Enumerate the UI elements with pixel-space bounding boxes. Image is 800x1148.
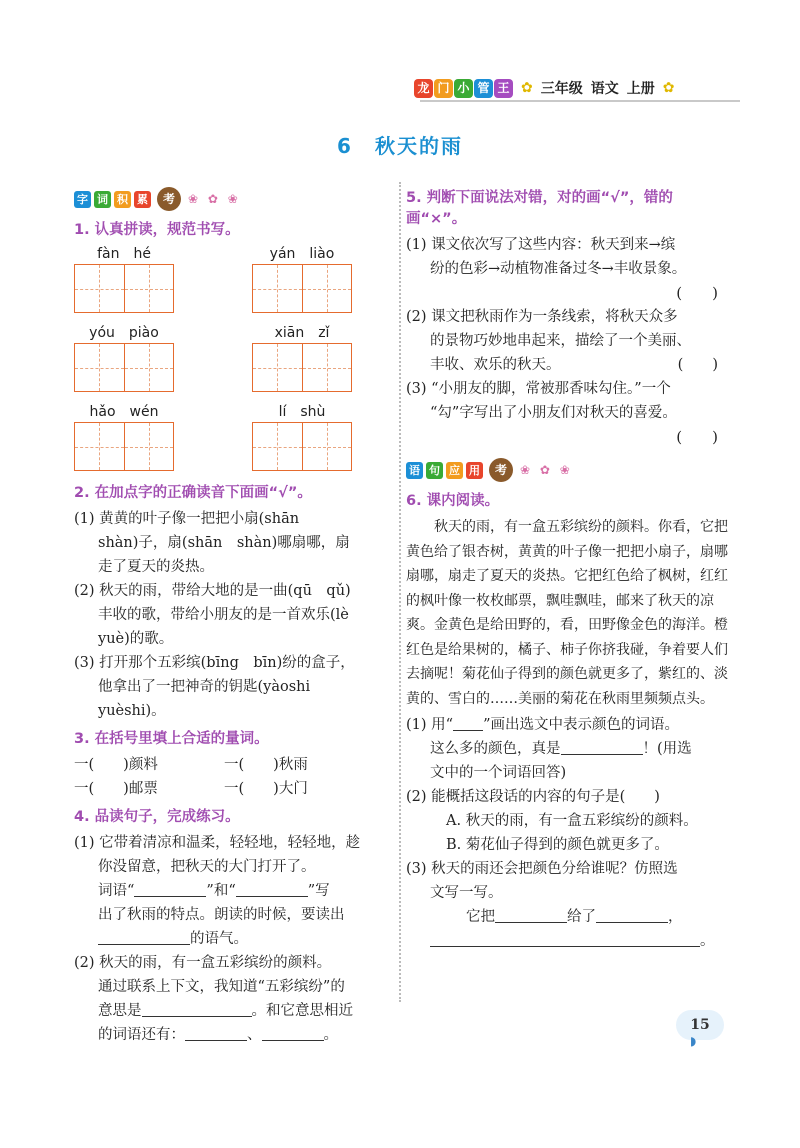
brand-char: 龙 bbox=[414, 79, 433, 98]
section-banner-vocab bbox=[74, 186, 392, 212]
pinyin-item bbox=[252, 244, 352, 313]
q6-line[interactable]: (2) 能概括这段话的内容的句子是( ) bbox=[406, 789, 660, 805]
text: 这么多的颜色，真是 bbox=[430, 741, 561, 757]
q2-line: 走了夏天的炎热。 bbox=[98, 559, 214, 575]
measure-word-item[interactable]: 一( )邮票 bbox=[74, 781, 158, 797]
q6-fill-line bbox=[406, 929, 728, 953]
q2-line: yuè)的歌。 bbox=[98, 631, 174, 647]
banner-char: 积 bbox=[114, 191, 131, 208]
q6-line: (3) 秋天的雨还会把颜色分给谁呢？仿照选 bbox=[406, 861, 678, 877]
left-column bbox=[74, 186, 392, 1047]
text: 。 bbox=[700, 933, 715, 949]
bear-badge: 考 bbox=[489, 458, 513, 482]
grade-label: 三年级 bbox=[540, 81, 583, 97]
book-header bbox=[414, 76, 674, 100]
banner-char: 句 bbox=[426, 462, 443, 479]
writing-grid[interactable] bbox=[252, 343, 352, 392]
text: 的语气。 bbox=[190, 931, 248, 947]
answer-blank[interactable] bbox=[134, 881, 206, 897]
q2-line: 丰收的歌，带给小朋友的是一首欢乐(lè bbox=[98, 607, 349, 623]
pinyin-item bbox=[252, 402, 352, 471]
q2-line: (2) 秋天的雨，带给大地的是一曲(qū qǔ) bbox=[74, 583, 351, 599]
answer-blank[interactable] bbox=[561, 739, 643, 755]
answer-blank[interactable] bbox=[262, 1025, 324, 1041]
page-number: 15 bbox=[676, 1010, 724, 1040]
q1-title: 1. 认真拼读，规范书写。 bbox=[74, 222, 240, 238]
q2-line: (3) 打开那个五彩缤(bīng bīn)纷的盒子， bbox=[74, 655, 355, 671]
text: ！(用选 bbox=[642, 741, 692, 757]
banner-char: 应 bbox=[446, 462, 463, 479]
q2-title: 2. 在加点字的正确读音下面画“√”。 bbox=[74, 485, 312, 501]
judge-answer-paren[interactable]: ( ) bbox=[677, 357, 718, 373]
brand-char: 管 bbox=[474, 79, 493, 98]
answer-blank[interactable] bbox=[98, 929, 190, 945]
pinyin-text: fàn hé bbox=[97, 246, 151, 262]
q2-line: (1) 黄黄的叶子像一把把小扇(shān bbox=[74, 511, 300, 527]
banner-char: 词 bbox=[94, 191, 111, 208]
pinyin-text: xiān zǐ bbox=[274, 325, 330, 341]
measure-word-item[interactable]: 一( )秋雨 bbox=[224, 757, 308, 773]
q3-row bbox=[74, 777, 392, 801]
leaf-icon: ✿ bbox=[662, 80, 675, 96]
q5-line: (1) 课文依次写了这些内容：秋天到来→缤 bbox=[406, 237, 676, 253]
text: 。 bbox=[323, 1027, 338, 1043]
q5-line: “勾”字写出了小朋友们对秋天的喜爱。 bbox=[430, 405, 677, 421]
header-divider bbox=[420, 100, 740, 102]
butterfly-icon: ❀ ✿ ❀ bbox=[520, 463, 573, 477]
q3-title: 3. 在括号里填上合适的量词。 bbox=[74, 731, 269, 747]
judge-answer-paren[interactable]: ( ) bbox=[676, 284, 718, 302]
pinyin-row bbox=[74, 323, 392, 392]
q4-fill-line bbox=[74, 999, 392, 1023]
text: 、 bbox=[247, 1027, 262, 1043]
underline-sample bbox=[453, 715, 483, 731]
q4-fill-line bbox=[74, 879, 392, 903]
writing-grid[interactable] bbox=[252, 422, 352, 471]
answer-blank[interactable] bbox=[142, 1001, 252, 1017]
pinyin-text: yán liào bbox=[269, 246, 335, 262]
brand-logo bbox=[414, 79, 513, 98]
brand-char: 门 bbox=[434, 79, 453, 98]
measure-word-item[interactable]: 一( )颜料 bbox=[74, 757, 158, 773]
lesson-name: 秋天的雨 bbox=[374, 134, 463, 158]
pinyin-text: yóu piào bbox=[89, 325, 159, 341]
text: ， bbox=[668, 909, 683, 925]
q4-line: (2) 秋天的雨，有一盒五彩缤纷的颜料。 bbox=[74, 955, 332, 971]
answer-blank[interactable] bbox=[596, 907, 668, 923]
text: 词语“ bbox=[98, 883, 135, 899]
section-banner-sentence bbox=[406, 457, 728, 483]
leaf-icon: ✿ bbox=[521, 80, 533, 96]
text: 意思是 bbox=[98, 1003, 142, 1019]
q5-line: (3) “小朋友的脚，常被那香味勾住。”一个 bbox=[406, 381, 671, 397]
choice-option-a[interactable]: A. 秋天的雨，有一盒五彩缤纷的颜料。 bbox=[446, 813, 698, 829]
pinyin-row bbox=[74, 402, 392, 471]
butterfly-icon: ❀ ✿ ❀ bbox=[188, 192, 241, 206]
text: 的词语还有： bbox=[98, 1027, 185, 1043]
choice-option-b[interactable]: B. 菊花仙子得到的颜色就更多了。 bbox=[446, 837, 669, 853]
text: ”写 bbox=[307, 883, 330, 899]
q6-line: 文写一写。 bbox=[430, 885, 503, 901]
judge-answer-paren[interactable]: ( ) bbox=[676, 428, 718, 446]
lesson-number: 6 bbox=[337, 134, 353, 158]
pinyin-item bbox=[74, 402, 174, 471]
text: ”和“ bbox=[206, 883, 236, 899]
q6-line: 文中的一个词语回答) bbox=[430, 765, 567, 781]
q2-line: 他拿出了一把神奇的钥匙(yàoshi bbox=[98, 679, 311, 695]
writing-grid[interactable] bbox=[74, 343, 174, 392]
text: 。和它意思相近 bbox=[251, 1003, 353, 1019]
reading-passage: 秋天的雨，有一盒五彩缤纷的颜料。你看，它把黄色给了银杏树，黄黄的叶子像一把把小扇子，扇哪扇哪，扇走了夏天的炎热。它把红色给了枫树，红红的枫叶像一枚枚邮票，飘哇飘哇，邮来了秋天的凉爽。金黄色是给田野的，看，田野像金色的海洋。橙红色是给果树的，橘子、柿子你挤我碰，争着要人们去摘呢！菊花仙子得到的颜色就更多了，紫红的、淡黄的、雪白的……美丽的菊花在秋雨里频频点头。 bbox=[406, 519, 728, 707]
answer-blank[interactable] bbox=[430, 931, 700, 947]
brand-char: 小 bbox=[454, 79, 473, 98]
writing-grid[interactable] bbox=[74, 264, 174, 313]
q5-line: (2) 课文把秋雨作为一条线索，将秋天众多 bbox=[406, 309, 678, 325]
writing-grid[interactable] bbox=[252, 264, 352, 313]
q4-fill-line bbox=[74, 927, 392, 951]
answer-blank[interactable] bbox=[236, 881, 308, 897]
pinyin-item bbox=[252, 323, 352, 392]
q6-title: 6. 课内阅读。 bbox=[406, 493, 500, 509]
q4-fill-line bbox=[74, 1023, 392, 1047]
q6-fill-line bbox=[406, 713, 728, 737]
q2-line: shàn)子，扇(shān shàn)哪扇哪，扇 bbox=[98, 535, 350, 551]
brand-char: 王 bbox=[494, 79, 513, 98]
measure-word-item[interactable]: 一( )大门 bbox=[224, 781, 308, 797]
q4-title: 4. 品读句子，完成练习。 bbox=[74, 809, 240, 825]
pinyin-item bbox=[74, 323, 174, 392]
text: 它把 bbox=[466, 909, 495, 925]
q5-line bbox=[406, 353, 728, 377]
text: 给了 bbox=[567, 909, 596, 925]
q4-line: 你没留意，把秋天的大门打开了。 bbox=[98, 859, 316, 875]
banner-char: 累 bbox=[134, 191, 151, 208]
q4-line: (1) 它带着清凉和温柔，轻轻地，轻轻地，趁 bbox=[74, 835, 361, 851]
q3-row bbox=[74, 753, 392, 777]
q5-line: 的景物巧妙地串起来，描绘了一个美丽、 bbox=[430, 333, 691, 349]
text: (1) 用“ bbox=[406, 717, 454, 733]
q5-title: 5. 判断下面说法对错，对的画“√”，错的画“×”。 bbox=[406, 190, 673, 227]
q5-line: 纷的色彩→动植物准备过冬→丰收景象。 bbox=[430, 261, 687, 277]
pinyin-exercise bbox=[74, 244, 392, 471]
banner-char: 语 bbox=[406, 462, 423, 479]
right-column bbox=[406, 186, 728, 953]
column-divider bbox=[399, 182, 401, 1002]
pinyin-item bbox=[74, 244, 174, 313]
pinyin-text: hǎo wén bbox=[89, 404, 159, 420]
text: 丰收、欢乐的秋天。 bbox=[430, 357, 561, 373]
q4-line: 通过联系上下文，我知道“五彩缤纷”的 bbox=[98, 979, 345, 995]
answer-blank[interactable] bbox=[495, 907, 567, 923]
banner-char: 字 bbox=[74, 191, 91, 208]
subject-label: 语文 bbox=[590, 81, 619, 97]
q2-line: yuèshi)。 bbox=[98, 703, 166, 719]
writing-grid[interactable] bbox=[74, 422, 174, 471]
q6-fill-line bbox=[406, 737, 728, 761]
q4-line: 出了秋雨的特点。朗读的时候，要读出 bbox=[98, 907, 345, 923]
text: ”画出选文中表示颜色的词语。 bbox=[483, 717, 679, 733]
lesson-title bbox=[0, 130, 800, 159]
pinyin-text: lí shù bbox=[278, 404, 326, 420]
volume-label: 上册 bbox=[626, 81, 655, 97]
q6-fill-line bbox=[406, 905, 728, 929]
pinyin-row bbox=[74, 244, 392, 313]
whale-icon: ◗ bbox=[690, 1034, 697, 1048]
answer-blank[interactable] bbox=[185, 1025, 247, 1041]
bear-badge: 考 bbox=[157, 187, 181, 211]
banner-char: 用 bbox=[466, 462, 483, 479]
